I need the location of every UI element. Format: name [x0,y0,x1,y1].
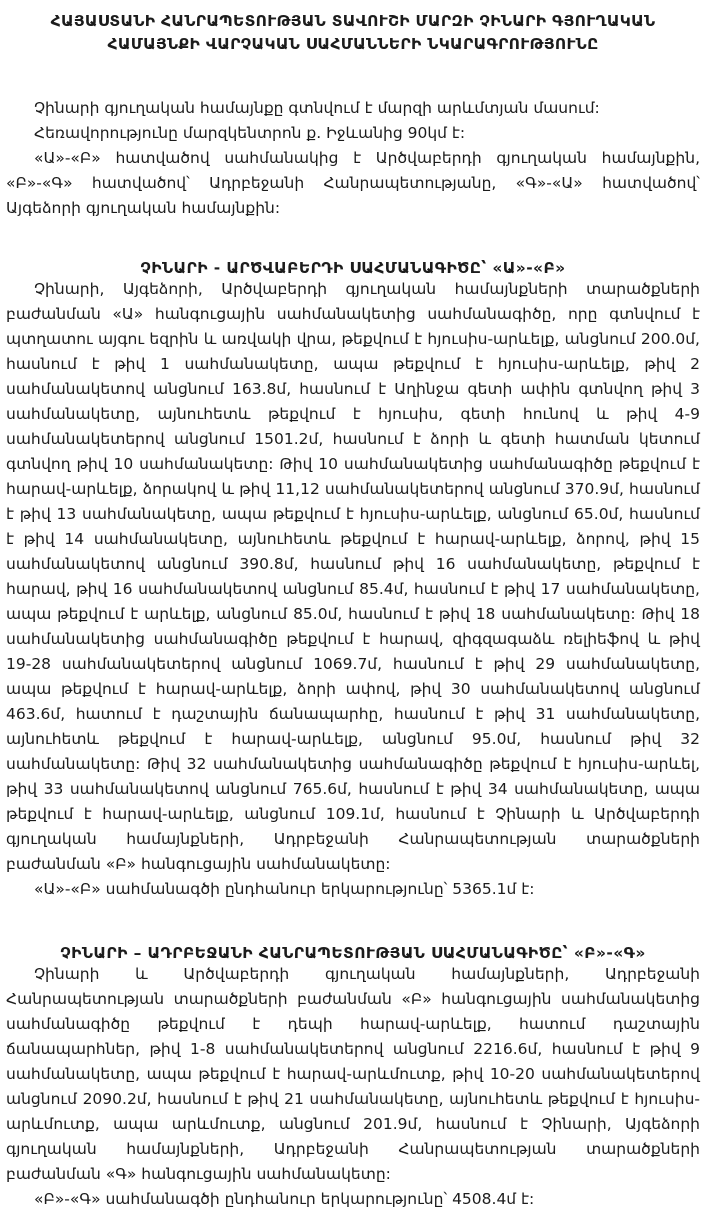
intro-paragraph-neighbors: «Ա»-«Բ» հատվածով սահմանակից է Արծվաբերդի գյուղական համայնքին, «Բ»-«Գ» հատվածով՝ Ադրբեջանի Հանրապետությանը, «Գ»-«Ա» հատվածով՝ Այգեձորի գյուղական համայնքին: [6,149,700,217]
section-body-chinari-azerbaijan: Չինարի և Արծվաբերդի գյուղական համայնքների, Ադրբեջանի Հանրապետության տարածքների բաժանման «Բ» հանգուցային սահմանակետից սահմանագիծը թեքվում է դեպի հարավ-արևելք, հատում դաշտային ճանապարհներ, թիվ 1-8 սահմանակետերով անցնում 2216.6մ, հասնում է թիվ 9 սահմանակետը, ապա թեքվում է հարավ-արևմուտք, թիվ 10-20 սահմանակետերով անցնում 2090.2մ, հասնում է թիվ 21 սահմանակետը, այնուհետև թեքվում է հյուսիս-արևմուտք, ապա արևմուտք, անցնում 201.9մ, հասնում է Չինարի, Այգեձորի գյուղական համայնքների, Ադրբեջանի Հանրապետության տարածքների բաժանման «Գ» հանգուցային սահմանակետը: [6,965,700,1183]
section-heading-chinari-azerbaijan: ՉԻՆԱՐԻ – ԱԴՐԲԵՋԱՆԻ ՀԱՆՐԱՊԵՏՈՒԹՅԱՆ ՍԱՀՄԱՆԱԳԻԾԸ՝ «Բ»-«Գ» [60,944,646,962]
intro-block [6,96,700,221]
document-title-line2: ՀԱՄԱՅՆՔԻ ՎԱՐՉԱԿԱՆ ՍԱՀՄԱՆՆԵՐԻ ՆԿԱՐԱԳՐՈՒԹՅՈՒՆԸ [107,35,599,53]
intro-paragraph-location: Չինարի գյուղական համայնքը գտնվում է մարզի արևմտյան մասում: [34,99,600,117]
section-body-chinari-artsvaberd: Չինարի, Այգեձորի, Արծվաբերդի գյուղական համայնքների տարածքների բաժանման «Ա» հանգուցային սահմանակետից սահմանագիծը, որը գտնվում է պտղատու այգու եզրին և առվակի վրա, թեքվում է հյուսիս-արևելք, անցնում 200.0մ, հասնում է թիվ 1 սահմանակետը, ապա թեքվում է հյուսիս-արևելք, թիվ 2 սահմանակետով անցնում 163.8մ, հասնում է Աղինջա գետի ափին գտնվող թիվ 3 սահմանակետը, այնուհետև թեքվում է հյուսիս, գետի հունով և թիվ 4-9 սահմանակետերով անցնում 1501.2մ, հասնում է ձորի և գետի հատման կետում գտնվող թիվ 10 սահմանակետը: Թիվ 10 սահմանակետից սահմանագիծը թեքվում է հարավ-արևելք, ձորակով և թիվ 11,12 սահմանակետերով անցնում 370.9մ, հասնում է թիվ 13 սահմանակետը, ապա թեքվում է հյուսիս-արևելք, անցնում 65.0մ, հասնում է թիվ 14 սահմանակետը, այնուհետև թեքվում է հարավ-արևելք, ձորով, թիվ 15 սահմանակետով անցնում 390.8մ, հասնում թիվ 16 սահմանակետը, թեքվում է հարավ, թիվ 16 սահմանակետով անցնում 85.4մ, հասնում է թիվ 17 սահմանակետը, ապա թեքվում է արևելք, անցնում 85.0մ, հասնում է թիվ 18 սահմանակետը: Թիվ 18 սահմանակետից սահմանագիծը թեքվում է հարավ, զիգզագաձև ռելիեֆով և թիվ 19-28 սահմանակետերով անցնում 1069.7մ, հասնում է թիվ 29 սահմանակետը, ապա թեքվում է հարավ-արևելք, ձորի ափով, թիվ 30 սահմանակետով անցնում 463.6մ, հատում է դաշտային ճանապարհը, հասնում է թիվ 31 սահմանակետը, այնուհետև թեքվում է հարավ-արևելք, անցնում 95.0մ, հասնում թիվ 32 սահմանակետը: Թիվ 32 սահմանակետից սահմանագիծը թեքվում է հյուսիս-արևել, թիվ 33 սահմանակետով անցնում 765.6մ, հասնում է թիվ 34 սահմանակետը, ապա թեքվում է հարավ-արևելք, անցնում 109.1մ, հասնում է Չինարի և Արծվաբերդի գյուղական համայնքների, Ադրբեջանի Հանրապետության տարածքների բաժանման «Բ» հանգուցային սահմանակետը: [6,280,700,873]
section-total-length-bg: «Բ»-«Գ» սահմանագծի ընդհանուր երկարությունը՝ 4508.4մ է: [34,1190,535,1208]
document-title-line1: ՀԱՅԱՍՏԱՆԻ ՀԱՆՐԱՊԵՏՈՒԹՅԱՆ ՏԱՎՈՒՇԻ ՄԱՐԶԻ ՉԻՆԱՐԻ ԳՅՈՒՂԱԿԱՆ [50,12,656,30]
section-heading-chinari-artsvaberd: ՉԻՆԱՐԻ - ԱՐԾՎԱԲԵՐԴԻ ՍԱՀՄԱՆԱԳԻԾԸ՝ «Ա»-«Բ» [140,259,566,277]
document-title [6,10,700,56]
section-total-length-ab: «Ա»-«Բ» սահմանագծի ընդհանուր երկարությունը՝ 5365.1մ է: [34,880,535,898]
intro-paragraph-distance: Հեռավորությունը մարզկենտրոն ք. Իջևանից 90կմ է: [34,124,466,142]
